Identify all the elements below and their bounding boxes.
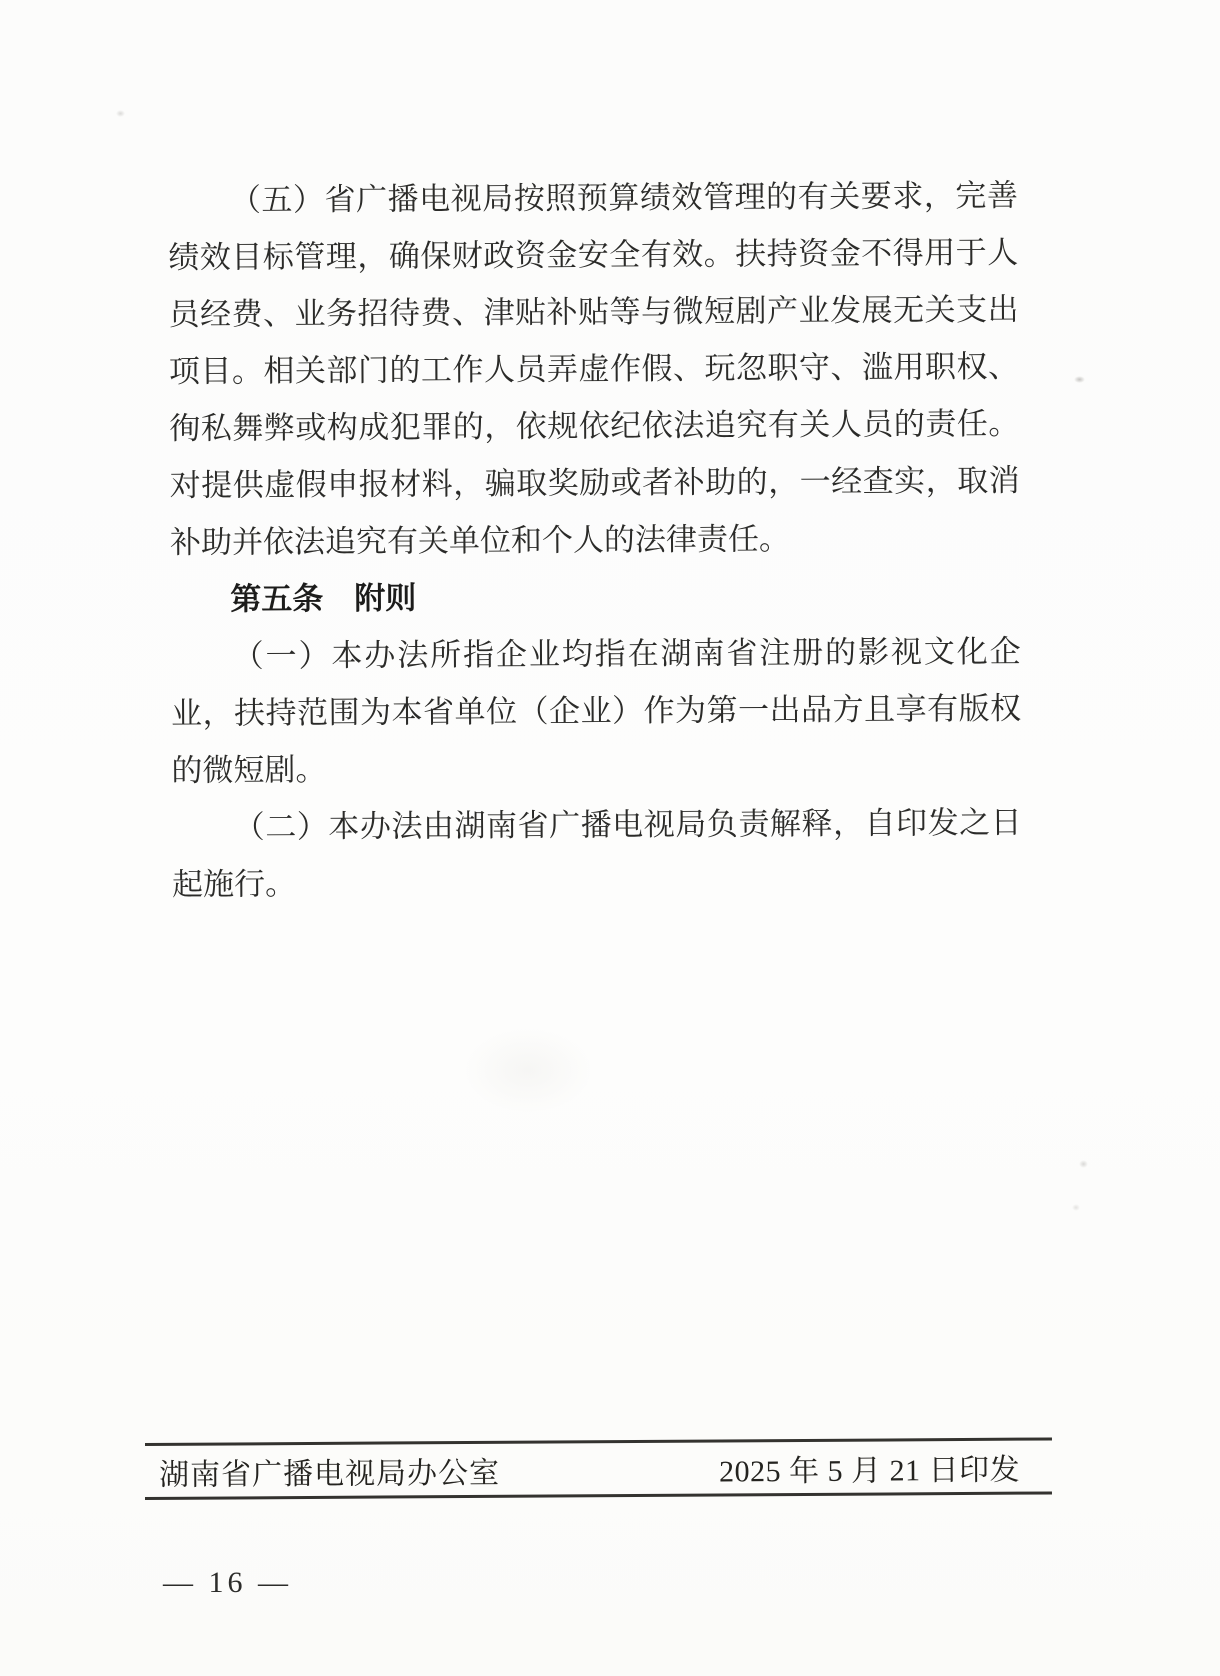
clause-five-line: 补助并依法追究有关单位和个人的法律责任。 [169, 521, 791, 560]
clause-five-line: 徇私舞弊或构成犯罪的，依规依纪依法追究有关人员的责任。 [169, 405, 1020, 447]
clause-five-line: 对提供虚假申报材料，骗取奖励或者补助的，一经查实，取消 [169, 462, 1020, 504]
item-one-line: （一）本办法所指企业均指在湖南省注册的影视文化企 [232, 633, 1021, 674]
item-two-line: 起施行。 [171, 866, 297, 902]
page-number: — 16 — [163, 1566, 292, 1599]
scan-artifact [1074, 376, 1085, 383]
footer-print-date: 2025 年 5 月 21 日印发 [718, 1453, 1021, 1488]
footer-bar [145, 1440, 1052, 1497]
article-five-heading: 第五条 附则 [230, 580, 417, 617]
clause-five-line: （五）省广播电视局按照预算绩效管理的有关要求，完善 [229, 177, 1019, 218]
footer-issuer: 湖南省广播电视局办公室 [158, 1456, 501, 1492]
item-two-line: （二）本办法由湖南省广播电视局负责解释，自印发之日 [233, 804, 1022, 845]
scan-artifact [116, 110, 125, 117]
item-one-line: 的微短剧。 [171, 752, 327, 788]
document-body [168, 167, 1023, 913]
clause-five-line: 项目。相关部门的工作人员弄虚作假、玩忽职守、滥用职权、 [168, 348, 1020, 390]
scan-artifact [1079, 1160, 1088, 1168]
item-one-line: 业，扶持范围为本省单位（企业）作为第一出品方且享有版权 [170, 690, 1022, 731]
clause-five-line: 绩效目标管理，确保财政资金安全有效。扶持资金不得用于人 [168, 234, 1019, 276]
clause-five-line: 员经费、业务招待费、津贴补贴等与微短剧产业发展无关支出 [168, 291, 1019, 333]
scan-artifact [1072, 1204, 1080, 1211]
